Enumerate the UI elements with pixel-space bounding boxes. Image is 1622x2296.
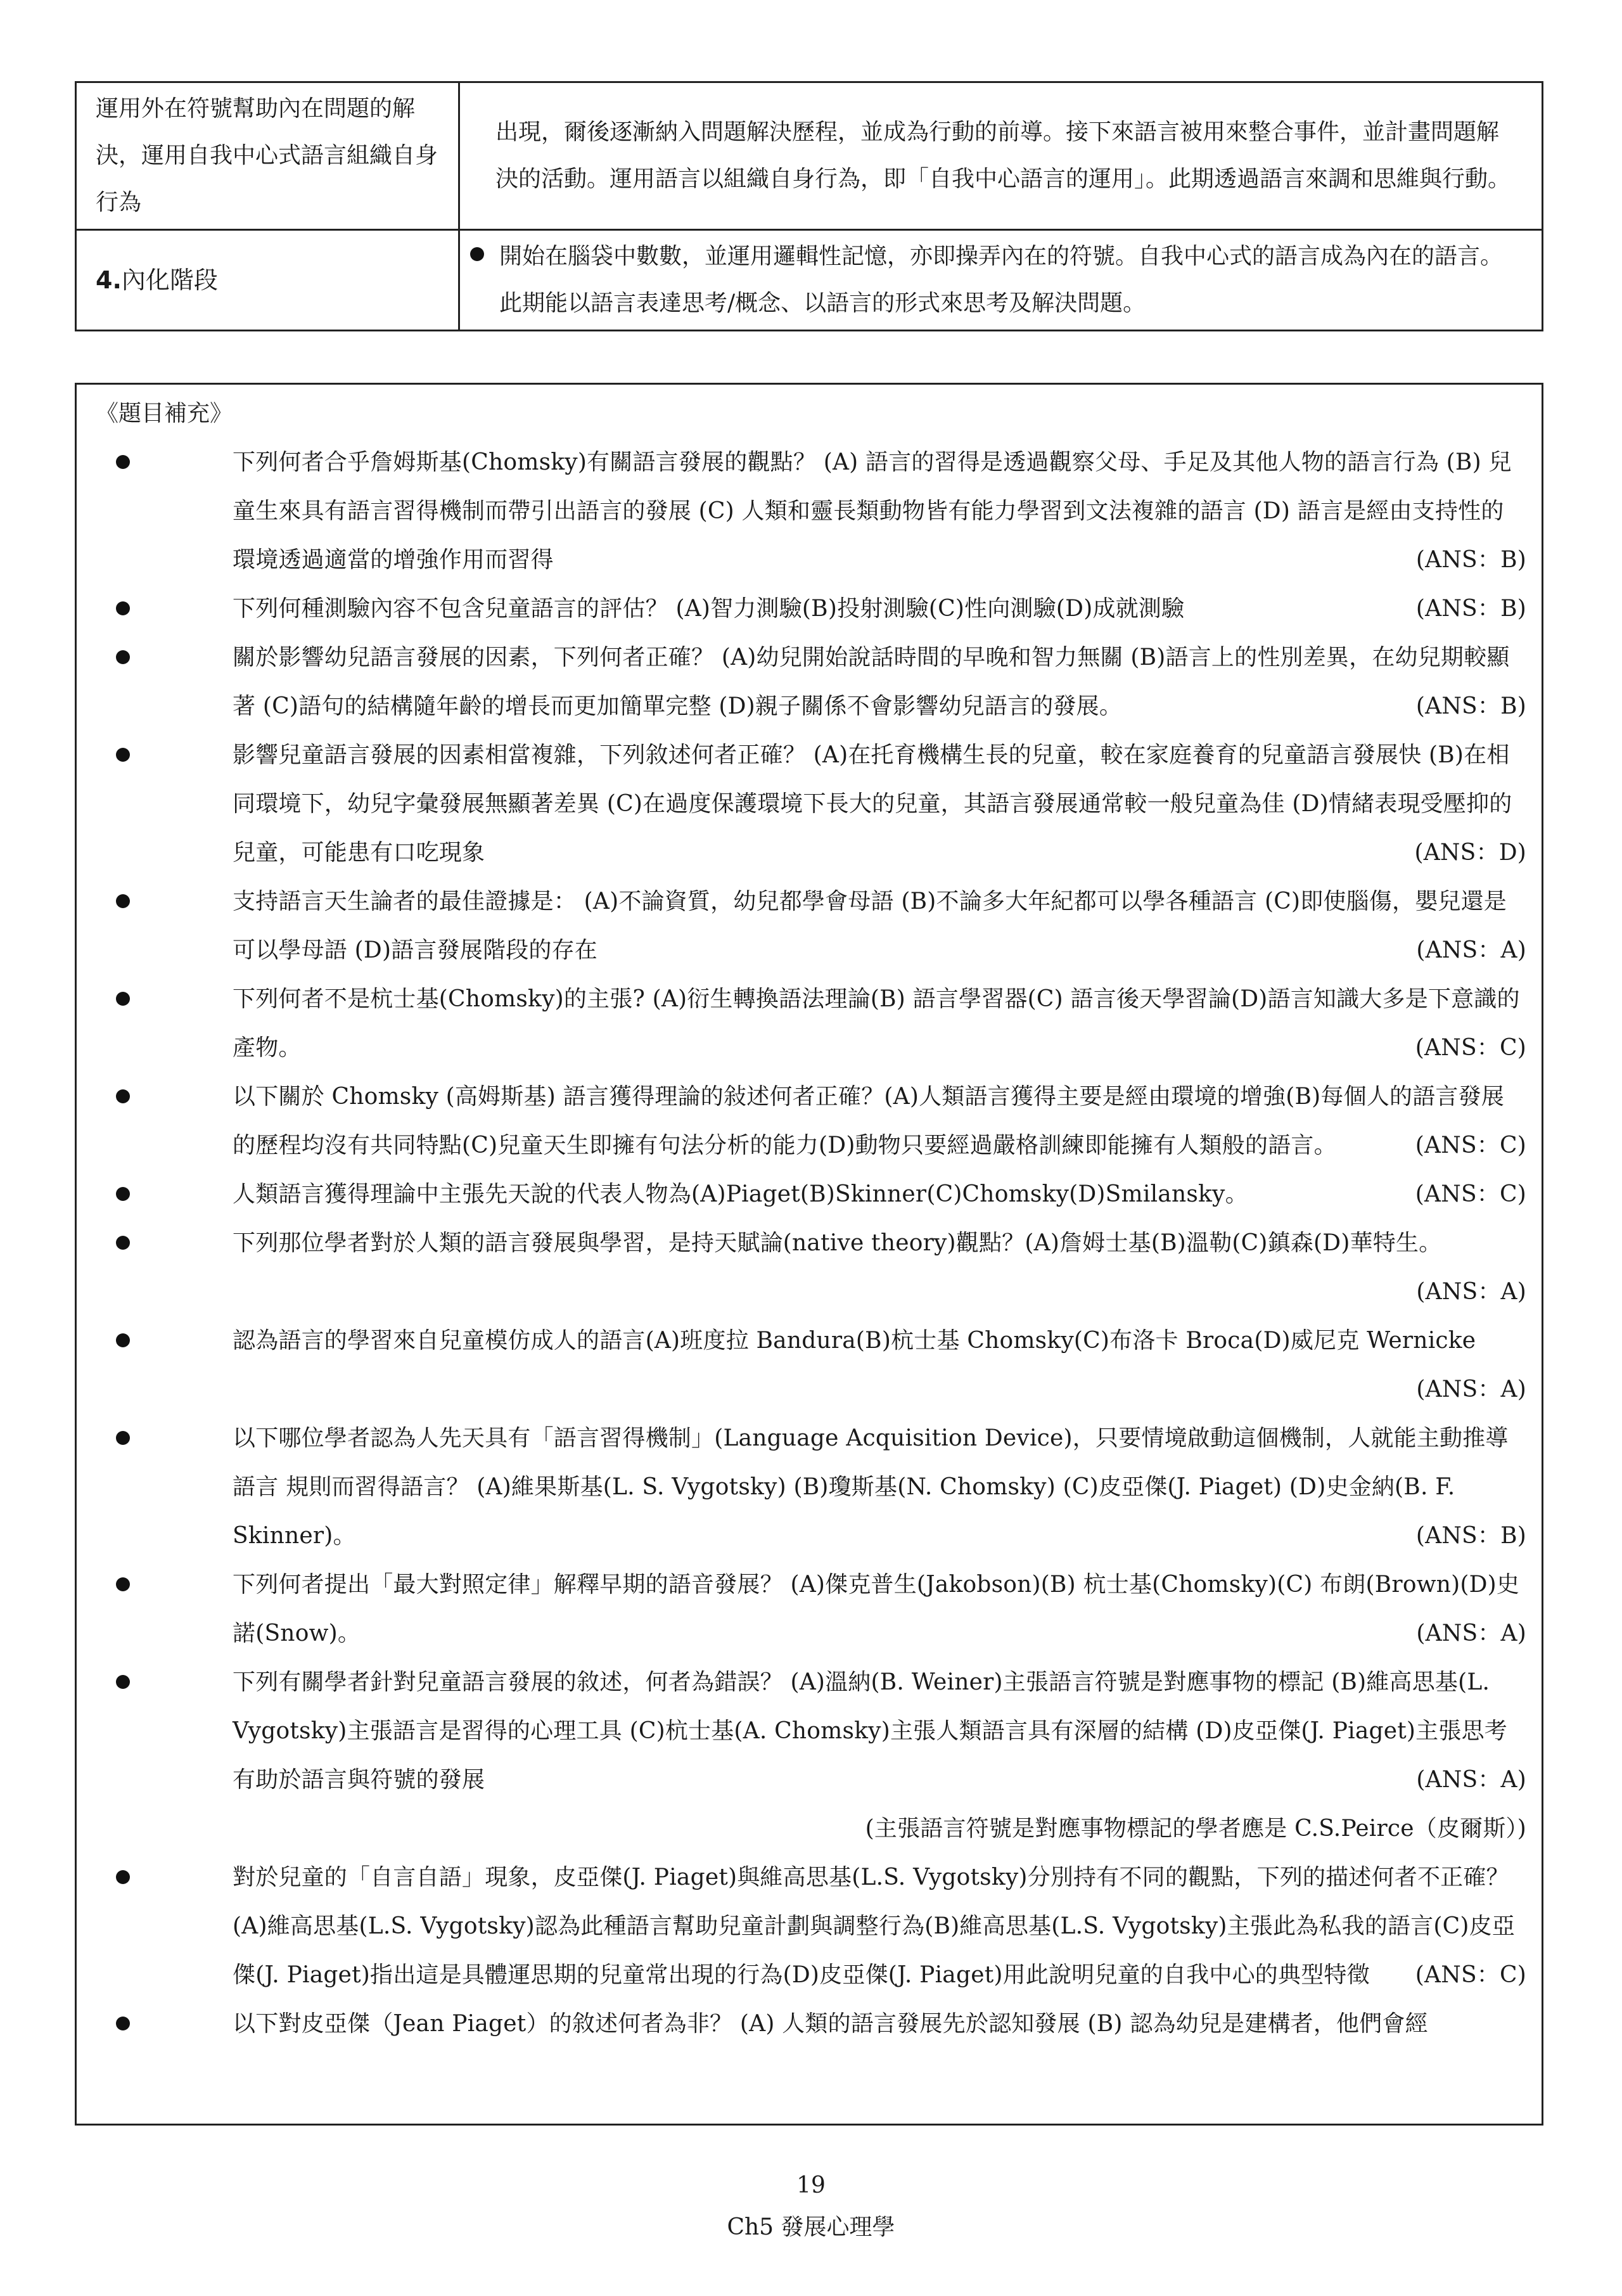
question-item	[96, 1999, 1526, 2048]
question-text: 影響兒童語言發展的因素相當複雜，下列敘述何者正確？ (A)在托育機構生長的兒童，較在家庭養育的兒童語言發展快 (B)在相同環境下，幼兒字彙發展無顯著差異 (C)在過度保護環境下長大的兒童，其語言發展通常較一般兒童為佳 (D)情緒表現受壓抑的兒童，可能患有口吃現象	[233, 742, 1512, 866]
stage-description-internalization	[459, 230, 1543, 331]
stage-row-4	[76, 230, 1543, 331]
answer-label: (ANS：A)	[1416, 1279, 1526, 1305]
answer-label: (ANS：C)	[1415, 1181, 1526, 1207]
supplement-title: 《題目補充》	[96, 401, 233, 426]
question-item	[96, 1170, 1526, 1219]
bullet-icon	[116, 650, 130, 664]
question-text: 人類語言獲得理論中主張先天說的代表人物為(A)Piaget(B)Skinner(C)Chomsky(D)Smilansky。	[233, 1181, 1248, 1207]
bullet-icon	[116, 1089, 130, 1103]
question-item	[96, 731, 1526, 877]
bullet-icon	[116, 1187, 130, 1201]
stage-name: 內化階段	[121, 266, 218, 294]
question-text: 以下哪位學者認為人先天具有「語言習得機制」(Language Acquisition Device)，只要情境啟動這個機制，人就能主動推導語言 規則而習得語言？ (A)維果斯基(L. S. Vygotsky) (B)瓊斯基(N. Chomsky) (C)皮亞傑(J. Piaget) (D)史金納(B. F. Skinner)。	[233, 1425, 1509, 1549]
question-item	[96, 1414, 1526, 1560]
question-item	[96, 1072, 1526, 1170]
question-item	[96, 1316, 1526, 1414]
answer-label: (ANS：B)	[1415, 547, 1526, 573]
bullet-icon	[116, 1675, 130, 1689]
bullet-icon	[470, 247, 484, 261]
answer-label: (ANS：D)	[1414, 840, 1526, 866]
question-text: 以下關於 Chomsky (高姆斯基) 語言獲得理論的敍述何者正確？(A)人類語言獲得主要是經由環境的增強(B)每個人的語言發展的歷程均沒有共同特點(C)兒童天生即擁有句法分析的能力(D)動物只要經過嚴格訓練即能擁有人類般的語言。	[233, 1084, 1505, 1158]
question-text: 支持語言天生論者的最佳證據是： (A)不論資質，幼兒都學會母語 (B)不論多大年紀都可以學各種語言 (C)即使腦傷，嬰兒還是可以學母語 (D)語言發展階段的存在	[233, 888, 1507, 963]
question-item	[96, 1853, 1526, 1999]
stage-row-3	[76, 82, 1543, 230]
bullet-icon	[116, 1431, 130, 1445]
supplement-box	[75, 383, 1543, 2126]
stage-description-text: 開始在腦袋中數數，並運用邏輯性記憶，亦即操弄內在的符號。自我中心式的語言成為內在的語言。此期能以語言表達思考/概念、以語言的形式來思考及解決問題。	[499, 243, 1504, 316]
bullet-icon	[116, 992, 130, 1006]
question-item	[96, 877, 1526, 975]
answer-note: (主張語言符號是對應事物標記的學者應是 C.S.Peirce（皮爾斯）)	[865, 1816, 1526, 1842]
answer-label: (ANS：C)	[1415, 1035, 1526, 1061]
bullet-icon	[116, 1870, 130, 1884]
question-text: 下列何種測驗內容不包含兒童語言的評估？ (A)智力測驗(B)投射測驗(C)性向測驗(D)成就測驗	[233, 596, 1185, 622]
answer-label: (ANS：A)	[1416, 1376, 1526, 1402]
question-text: 以下對皮亞傑（Jean Piaget）的敘述何者為非？ (A) 人類的語言發展先於認知發展 (B) 認為幼兒是建構者，他們會經	[233, 2011, 1428, 2037]
question-text: 下列有關學者針對兒童語言發展的敘述，何者為錯誤？ (A)溫納(B. Weiner)主張語言符號是對應事物的標記 (B)維高思基(L. Vygotsky)主張語言是習得的心理工具 (C)杭士基(A. Chomsky)主張人類語言具有深層的結構 (D)皮亞傑(J. Piaget)主張思考有助於語言與符號的發展	[233, 1669, 1507, 1793]
bullet-icon	[116, 455, 130, 469]
answer-label: (ANS：B)	[1415, 693, 1526, 719]
question-text: 對於兒童的「自言自語」現象，皮亞傑(J. Piaget)與維高思基(L.S. Vygotsky)分別持有不同的觀點，下列的描述何者不正確？(A)維高思基(L.S. Vygotsky)認為此種語言幫助兒童計劃與調整行為(B)維高思基(L.S. Vygotsky)主張此為私我的語言(C)皮亞傑(J. Piaget)指出這是具體運思期的兒童常出現的行為(D)皮亞傑(J. Piaget)用此說明兒童的自我中心的典型特徵	[233, 1864, 1516, 1988]
question-item	[96, 584, 1526, 633]
stage-label-internalization	[76, 230, 459, 331]
bullet-icon	[116, 748, 130, 762]
question-text: 關於影響幼兒語言發展的因素，下列何者正確？ (A)幼兒開始說話時間的早晚和智力無關 (B)語言上的性別差異，在幼兒期較顯著 (C)語句的結構隨年齡的增長而更加簡單完整 (D)親子關係不會影響幼兒語言的發展。	[233, 645, 1510, 719]
answer-label: (ANS：B)	[1415, 596, 1526, 622]
stage-table	[75, 81, 1543, 331]
question-item	[96, 1658, 1526, 1853]
question-text: 下列何者不是杭士基(Chomsky)的主張? (A)衍生轉換語法理論(B) 語言學習器(C) 語言後天學習論(D)語言知識大多是下意識的產物。	[233, 986, 1520, 1061]
question-item	[96, 1560, 1526, 1658]
bullet-icon	[116, 1577, 130, 1591]
question-text: 下列那位學者對於人類的語言發展與學習，是持天賦論(native theory)觀點？(A)詹姆士基(B)溫勒(C)鎮森(D)華特生。	[233, 1230, 1442, 1256]
page-number: 19	[796, 2172, 826, 2198]
question-text: 下列何者合乎詹姆斯基(Chomsky)有關語言發展的觀點？ (A) 語言的習得是透過觀察父母、手足及其他人物的語言行為 (B) 兒童生來具有語言習得機制而帶引出語言的發展 (C) 人類和靈長類動物皆有能力學習到文法複雜的語言 (D) 語言是經由支持性的環境透過適當的增強作用而習得	[233, 449, 1512, 573]
question-item	[96, 1219, 1526, 1316]
question-item	[96, 633, 1526, 731]
bullet-icon	[116, 601, 130, 615]
answer-label: (ANS：A)	[1416, 937, 1526, 963]
chapter-title: Ch5 發展心理學	[727, 2214, 895, 2240]
bullet-icon	[116, 894, 130, 908]
answer-label: (ANS：C)	[1415, 1132, 1526, 1158]
stage-description: 出現，爾後逐漸納入問題解決歷程，並成為行動的前導。接下來語言被用來整合事件，並計畫問題解決的活動。運用語言以組織自身行為，即「自我中心語言的運用」。此期透過語言來調和思維與行動。	[459, 82, 1543, 230]
answer-label: (ANS：A)	[1416, 1767, 1526, 1793]
answer-label: (ANS：A)	[1416, 1620, 1526, 1646]
question-item	[96, 975, 1526, 1072]
question-item	[96, 438, 1526, 584]
stage-number: 4.	[96, 266, 122, 294]
question-text: 認為語言的學習來自兒童模仿成人的語言(A)班度拉 Bandura(B)杭士基 Chomsky(C)布洛卡 Broca(D)威尼克 Wernicke	[233, 1328, 1476, 1354]
answer-label: (ANS：B)	[1415, 1523, 1526, 1549]
stage-label: 運用外在符號幫助內在問題的解決，運用自我中心式語言組織自身行為	[76, 82, 459, 230]
bullet-icon	[116, 2017, 130, 2030]
bullet-icon	[116, 1333, 130, 1347]
question-list	[96, 438, 1526, 2048]
bullet-icon	[116, 1236, 130, 1250]
answer-label: (ANS：C)	[1415, 1962, 1526, 1988]
question-text: 下列何者提出「最大對照定律」解釋早期的語音發展？ (A)傑克普生(Jakobson)(B) 杭士基(Chomsky)(C) 布朗(Brown)(D)史諾(Snow)。	[233, 1572, 1520, 1646]
